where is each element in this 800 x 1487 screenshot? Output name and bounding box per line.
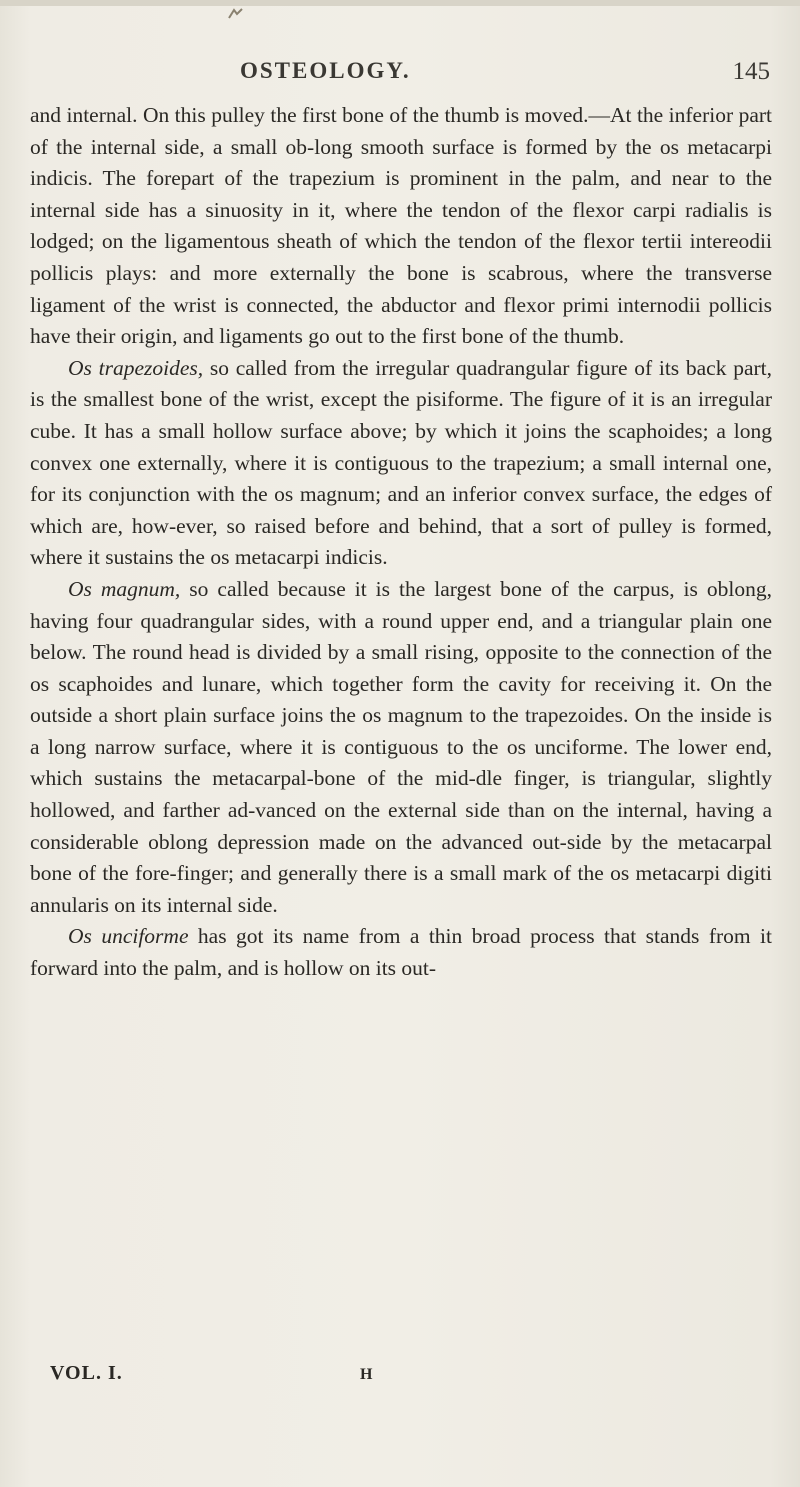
running-head: OSTEOLOGY.: [240, 58, 411, 83]
ink-mark-icon: [228, 8, 244, 20]
paragraph-text: so called from the irregular quadrangular figure of its back part, is the smallest bone of the wrist, except the pisiforme. The figure of it is an irregular cube. It has a small hollow surface above; by which it joins the scaphoides; a long convex one externally, where it is contiguous to the trapezium; a small internal one, for its conjunction with the os magnum; and an inferior convex surface, the edges of which are, how-ever, so raised before and behind, that a sort of pulley is formed, where it sustains the os metacarpi indicis.: [30, 355, 772, 570]
bone-name: Os trapezoides,: [68, 355, 204, 380]
page-top-edge: [0, 0, 800, 6]
page-footer: [50, 1362, 750, 1392]
bone-name: Os magnum,: [68, 576, 181, 601]
page-number: 145: [732, 58, 770, 85]
bone-name: Os unciforme: [68, 924, 189, 949]
page-header: [40, 58, 780, 98]
paragraph-text: has got its name from a thin broad process that stands from it forward into the palm, and is hollow on its out-: [30, 924, 772, 981]
paragraph: [30, 100, 772, 353]
signature-mark: H: [360, 1366, 373, 1383]
paragraph-text: so called because it is the largest bone of the carpus, is oblong, having four quadrangular sides, with a round upper end, and a triangular plain one below. The round head is divided by a small rising, opposite to the connection of the os scaphoides and lunare, which together form the cavity for receiving it. On the outside a short plain surface joins the os magnum to the trapezoides. On the inside is a long narrow surface, where it is contiguous to the os unciforme. The lower end, which sustains the metacarpal-bone of the mid-dle finger, is triangular, slightly hollowed, and farther ad-vanced on the external side than on the internal, having a considerable oblong depression made on the advanced out-side by the metacarpal bone of the fore-finger; and generally there is a small mark of the os metacarpi digiti annularis on its internal side.: [30, 576, 772, 917]
paragraph-text: and internal. On this pulley the first bone of the thumb is moved.—At the inferior part of the internal side, a small ob-long smooth surface is formed by the os metacarpi indicis. The forepart of the trapezium is prominent in the palm, and near to the internal side has a sinuosity in it, where the tendon of the flexor carpi radialis is lodged; on the ligamentous sheath of which the tendon of the flexor tertii intereodii pollicis plays: and more externally the bone is scabrous, where the transverse ligament of the wrist is connected, the abductor and flexor primi internodii pollicis have their origin, and ligaments go out to the first bone of the thumb.: [30, 103, 772, 349]
paragraph: [30, 921, 772, 984]
paragraph: [30, 353, 772, 574]
paragraph: [30, 574, 772, 922]
body-text: [30, 100, 772, 985]
volume-label: VOL. I.: [50, 1362, 123, 1384]
